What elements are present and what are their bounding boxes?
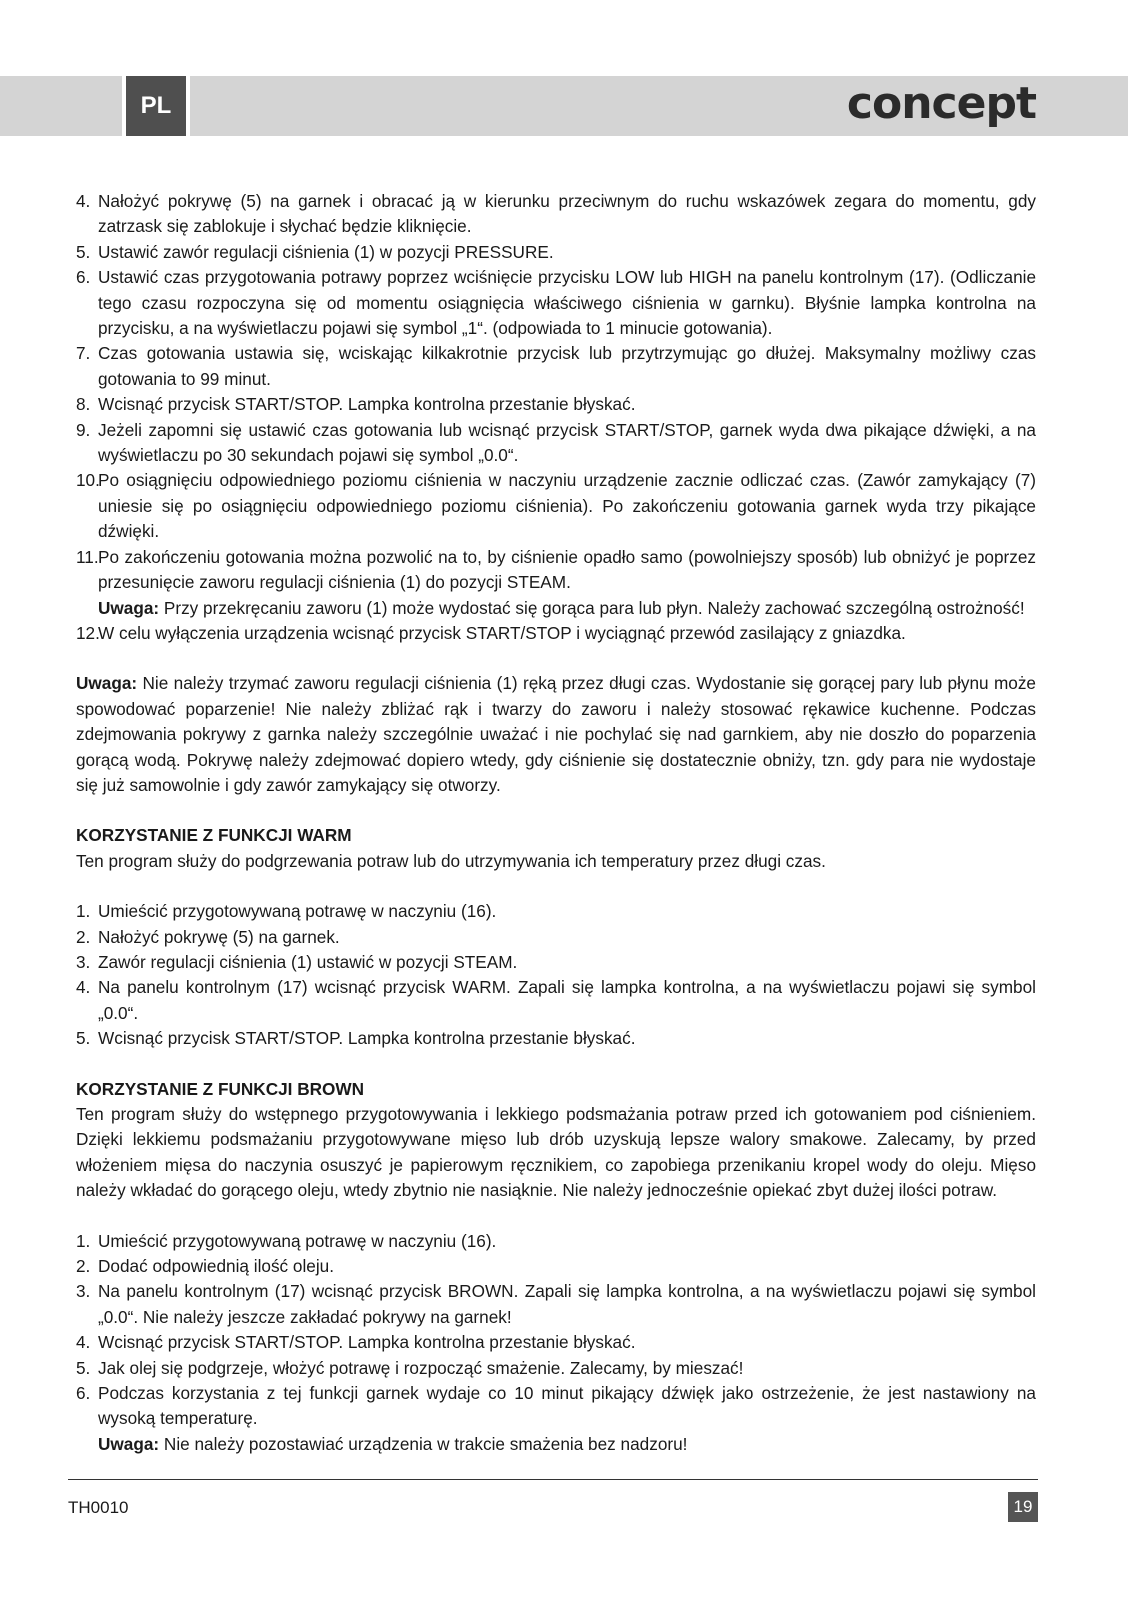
list-item: 8. Wcisnąć przycisk START/STOP. Lampka kontrolna przestanie błyskać. xyxy=(76,394,636,415)
brown-intro: Ten program służy do wstępnego przygotowywania i lekkiego podsmażania potraw przed ich gotowaniem pod ciśnieniem. Dzięki lekkiemu podsmażaniu przygotowywane mięso lub drób uzyskują lepsze walory smakowe. Zalecamy, by przed włożeniem mięsa do naczynia osuszyć je papierowym ręcznikiem, co zapobiega przenikaniu kropel wody do oleju. Mięso należy wkładać do gorącego oleju, wtedy zbytnio nie nasiąknie. Nie należy jednocześnie opiekać zbyt dużej ilości potraw. xyxy=(76,1104,1036,1201)
page-number: 19 xyxy=(1008,1492,1038,1522)
inline-note: Uwaga: Przy przekręcaniu zaworu (1) może wydostać się gorąca para lub płyn. Należy zachować szczególną ostrożność! xyxy=(98,597,1025,618)
list-item: 4. Wcisnąć przycisk START/STOP. Lampka kontrolna przestanie błyskać. xyxy=(76,1332,636,1353)
language-badge: PL xyxy=(122,76,190,136)
list-item: 5. Jak olej się podgrzeje, włożyć potrawę i rozpocząć smażenie. Zalecamy, by mieszać! xyxy=(76,1357,744,1378)
list-item: 3. Zawór regulacji ciśnienia (1) ustawić w pozycji STEAM. xyxy=(76,951,518,972)
list-item: 4. Na panelu kontrolnym (17) wcisnąć przycisk WARM. Zapali się lampka kontrolna, a na wyświetlaczu pojawi się symbol „0.0“. xyxy=(76,977,1036,1023)
list-item: 1. Umieścić przygotowywaną potrawę w naczyniu (16). xyxy=(76,1230,497,1251)
list-item: 6. Ustawić czas przygotowania potrawy poprzez wciśnięcie przycisku LOW lub HIGH na panelu kontrolnym (17). (Odliczanie tego czasu rozpoczyna się od momentu osiągnięcia właściwego ciśnienia w garnku). Błyśnie lampka kontrolna na przycisku, a na wyświetlaczu pojawi się symbol „1“. (odpowiada to 1 minucie gotowania). xyxy=(76,267,1036,339)
list-item: 5. Ustawić zawór regulacji ciśnienia (1) w pozycji PRESSURE. xyxy=(76,241,554,262)
warm-section-title: KORZYSTANIE Z FUNKCJI WARM xyxy=(76,825,352,846)
list-item: 12. W celu wyłączenia urządzenia wcisnąć przycisk START/STOP i wyciągnąć przewód zasilający z gniazdka. xyxy=(76,622,906,643)
page-content xyxy=(76,189,1036,1457)
list-item: 4. Nałożyć pokrywę (5) na garnek i obracać ją w kierunku przeciwnym do ruchu wskazówek zegara do momentu, gdy zatrzask się zablokuje i słychać będzie kliknięcie. xyxy=(76,191,1036,237)
brown-steps-list xyxy=(76,1229,1036,1458)
list-item: 10. Po osiągnięciu odpowiedniego poziomu ciśnienia w naczyniu urządzenie zacznie odliczać czas. (Zawór zamykający (7) uniesie się po osiągnięciu odpowiedniego poziomu ciśnienia). Po zakończeniu gotowania garnek wyda trzy pikające dźwięki. xyxy=(76,470,1036,542)
list-item: 6. Podczas korzystania z tej funkcji garnek wydaje co 10 minut pikający dźwięk jako ostrzeżenie, że jest nastawiony na wysoką temperaturę. Uwaga: Nie należy pozostawiać urządzenia w trakcie smażenia bez nadzoru! xyxy=(76,1381,1036,1457)
instruction-list xyxy=(76,189,1036,646)
list-item: 9. Jeżeli zapomni się ustawić czas gotowania lub wcisnąć przycisk START/STOP, garnek wyda dwa pikające dźwięki, a na wyświetlaczu po 30 sekundach pojawi się symbol „0.0“. xyxy=(76,419,1036,466)
list-item: 3. Na panelu kontrolnym (17) wcisnąć przycisk BROWN. Zapali się lampka kontrolna, a na wyświetlaczu pojawi się symbol „0.0“. Nie należy jeszcze zakładać pokrywy na garnek! xyxy=(76,1281,1036,1327)
list-item: 11. Po zakończeniu gotowania można pozwolić na to, by ciśnienie opadło samo (powolniejszy sposób) lub obniżyć je poprzez przesunięcie zaworu regulacji ciśnienia (1) do pozycji STEAM. Uwaga: Przy przekręcaniu zaworu (1) może wydostać się gorąca para lub płyn. Należy zachować szczególną ostrożność! xyxy=(76,545,1036,621)
footer-divider xyxy=(68,1479,1038,1480)
warning-paragraph: Uwaga: Nie należy trzymać zaworu regulacji ciśnienia (1) ręką przez długi czas. Wydostanie się gorącej pary lub płynu może spowodować poparzenie! Nie należy zbliżać rąk i twarzy do zaworu i należy stosować rękawice kuchenne. Podczas zdejmowania pokrywy z garnka należy szczególnie uważać i nie pochylać się nad garnkiem, aby nie doszło do poparzenia gorącą wodą. Pokrywę należy zdejmować dopiero wtedy, gdy ciśnienie się dostatecznie obniży, tzn. gdy para nie wydostaje się już samowolnie i gdy zawór zamykający się otworzy. xyxy=(76,673,1036,795)
model-number: TH0010 xyxy=(68,1498,129,1517)
warm-steps-list xyxy=(76,899,1036,1051)
warm-intro: Ten program służy do podgrzewania potraw lub do utrzymywania ich temperatury przez długi czas. xyxy=(76,850,826,871)
brown-section-title: KORZYSTANIE Z FUNKCJI BROWN xyxy=(76,1078,365,1099)
list-item: 1. Umieścić przygotowywaną potrawę w naczyniu (16). xyxy=(76,901,497,922)
brand-logo: concept xyxy=(846,78,1036,129)
list-item: 2. Nałożyć pokrywę (5) na garnek. xyxy=(76,926,340,947)
list-item: 7. Czas gotowania ustawia się, wciskając kilkakrotnie przycisk lub przytrzymując go dłużej. Maksymalny możliwy czas gotowania to 99 minut. xyxy=(76,343,1036,389)
list-item: 5. Wcisnąć przycisk START/STOP. Lampka kontrolna przestanie błyskać. xyxy=(76,1028,636,1049)
inline-note: Uwaga: Nie należy pozostawiać urządzenia w trakcie smażenia bez nadzoru! xyxy=(98,1433,688,1454)
list-item: 2. Dodać odpowiednią ilość oleju. xyxy=(76,1256,335,1277)
